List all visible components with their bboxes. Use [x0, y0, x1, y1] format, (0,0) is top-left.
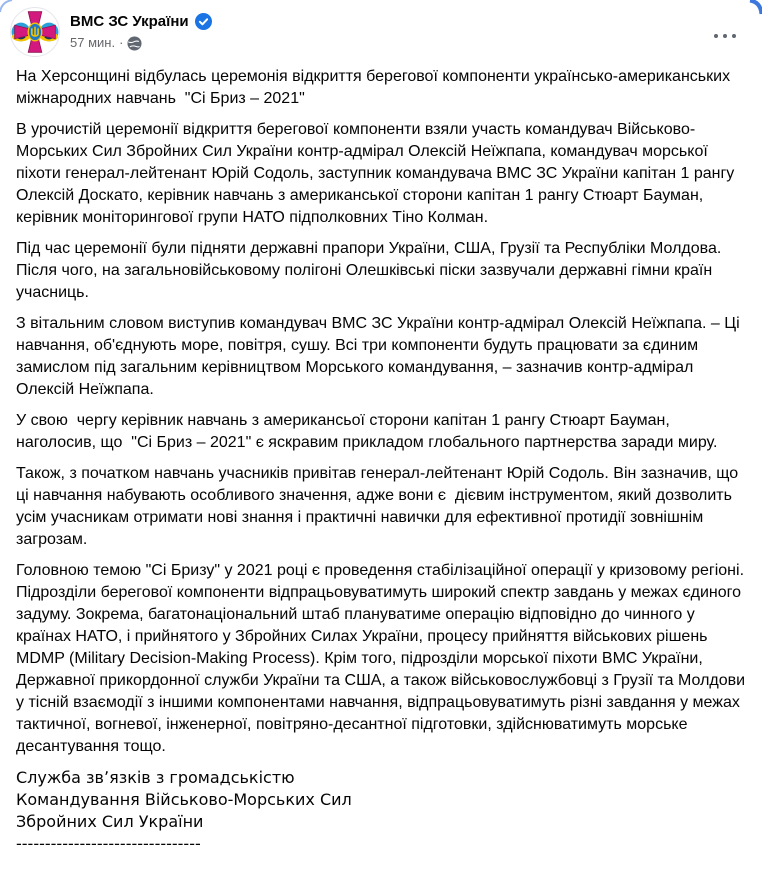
- signature-divider-dashes: --------------------------------: [16, 834, 201, 853]
- post-paragraph: У свою чергу керівник навчань з американсьої сторони капітан 1 рангу Стюарт Бауман, наголосив, що "Сі Бриз – 2021" є яскравим прикладом глобального партнерства заради миру.: [16, 412, 718, 451]
- navy-emblem-icon: [10, 7, 60, 57]
- signature-line: Служба звʼязків з громадськістю: [16, 768, 295, 787]
- post-paragraph: З вітальним словом виступив командувач ВМС ЗС України контр-адмірал Олексій Неїжпапа. – Ці навчання, об'єднують море, повітря, сушу. Всі три компоненти будуть працювати за єдиним замислом під загальним керівництвом Морського командування, – зазначив контр-адмірал Олексій Неїжпапа.: [16, 315, 745, 398]
- post-paragraph: На Херсонщині відбулась церемонія відкриття берегової компоненти українсько-американських міжнародних навчань "Сі Бриз – 2021": [16, 68, 735, 107]
- more-options-button[interactable]: [708, 26, 742, 46]
- post-paragraph: Також, з початком навчань учасників привітав генерал-лейтенант Юрій Содоль. Він зазначив, що ці навчання набувають особливого значення, адже вони є дієвим інструментом, який дозволить усім учасникам отримати нові знання і практичні навички для ефективної протидії зовнішнім загрозам.: [16, 465, 743, 548]
- signature-line: Збройних Сил України: [16, 812, 204, 831]
- public-globe-icon: [127, 36, 142, 51]
- post-paragraph: Під час церемонії були підняти державні прапори України, США, Грузії та Республіки Молдова. Після чого, на загальновійськовому полігоні Олешківські піски зазвучали державні гімни країн учасниць.: [16, 240, 726, 301]
- ellipsis-icon: [714, 34, 718, 38]
- post-body: [16, 66, 750, 855]
- meta-separator: ·: [119, 35, 124, 50]
- verified-badge-icon: [195, 13, 212, 30]
- ellipsis-icon: [732, 34, 736, 38]
- ellipsis-icon: [723, 34, 727, 38]
- header-text: [70, 7, 212, 51]
- signature-block: [16, 767, 746, 855]
- corner-artifact-right: [740, 0, 762, 20]
- post-timestamp[interactable]: 57 мин.: [70, 35, 116, 50]
- signature-line: Командування Військово-Морських Сил: [16, 790, 352, 809]
- post-header: [10, 7, 702, 57]
- avatar[interactable]: [10, 7, 60, 57]
- author-name[interactable]: ВМС ЗС України: [70, 13, 189, 30]
- post-paragraph: В урочистій церемонії відкриття берегової компоненти взяли участь командувач Військово-Морських Сил Збройних Сил України контр-адмірал Олексій Неїжпапа, командувач морської піхоти генерал-лейтенант Юрій Содоль, заступник командувача ВМС ЗС України капітан 1 рангу Олексій Доскато, керівник навчань з американської сторони капітан 1 рангу Стюарт Бауман, керівник моніторингової групи НАТО підполковних Тіно Колман.: [16, 121, 739, 226]
- post-paragraph: Головною темою "Сі Бризу" у 2021 році є проведення стабілізаційної операції у кризовому регіоні. Підрозділи берегової компоненти відпрацьовуватимуть широкий спектр завдань у межах єдиного задуму. Зокрема, багатонаціональний штаб плануватиме операцію відповідно до чинного у країнах НАТО, і прийнятого у Збройних Силах України, процесу прийняття військових рішень MDMP (Military Decision-Making Process). Крім того, підрозділи морської піхоти ВМС України, Державної прикордонної служби України та США, а також військовослужбовці з Грузії та Молдови у тісній взаємодії з іншими компонентами навчання, відпрацьовуватимуть різні завдання у межах тактичної, вогневої, інженерної, повітряно-десантної підготовки, здійснюватимуть морське десантування тощо.: [16, 562, 750, 755]
